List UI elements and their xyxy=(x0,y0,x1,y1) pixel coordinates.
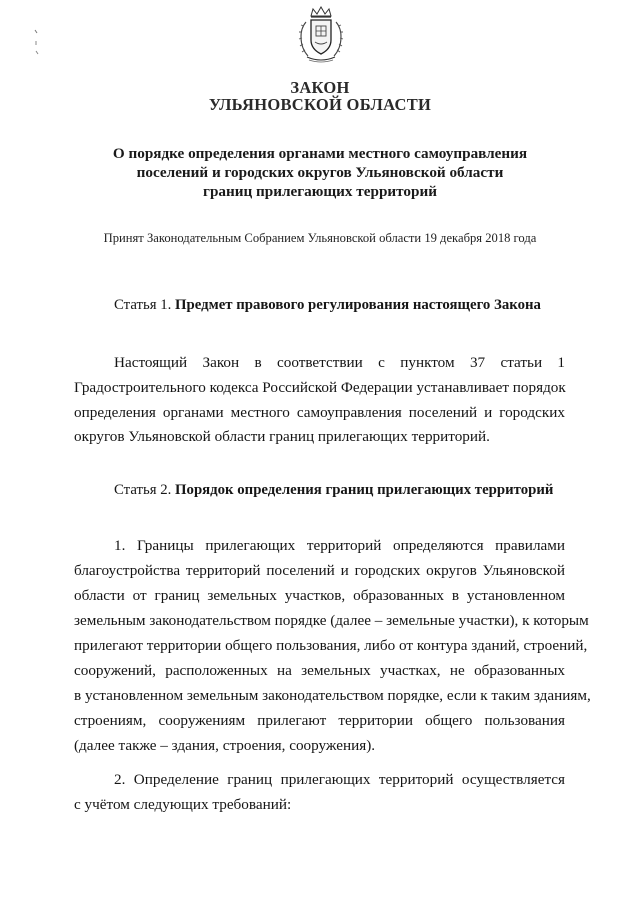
paragraph-line: прилегают территории общего пользования, либо от контура зданий, строений, xyxy=(74,637,588,654)
article-1-label: Статья 1. xyxy=(114,297,172,313)
paragraph-line: округов Ульяновской области границ прилегающих территорий. xyxy=(74,428,490,445)
paragraph-line: Настоящий Закон в соответствии с пунктом 37 статьи 1 xyxy=(114,354,565,371)
paragraph-line: сооружений, расположенных на земельных участках, не образованных xyxy=(74,662,565,679)
adoption-note: Принят Законодательным Собранием Ульяновской области 19 декабря 2018 года xyxy=(103,231,537,245)
paragraph-line: с учётом следующих требований: xyxy=(74,796,292,813)
region-heading: УЛЬЯНОВСКОЙ ОБЛАСТИ xyxy=(208,95,432,114)
article-1-heading xyxy=(114,297,541,314)
law-title-line: О порядке определения органами местного самоуправления xyxy=(112,145,528,162)
margin-marks xyxy=(34,28,42,58)
paragraph-line: Градостроительного кодекса Российской Федерации устанавливает порядок xyxy=(74,379,566,396)
paragraph-line: благоустройства территорий поселений и городских округов Ульяновской xyxy=(74,562,565,579)
law-heading: ЗАКОН xyxy=(290,78,350,97)
article-2-title: Порядок определения границ прилегающих территорий xyxy=(175,482,554,498)
paragraph-line: строениям, сооружениям прилегают территории общего пользования xyxy=(74,712,565,729)
paragraph-line: 2. Определение границ прилегающих территорий осуществляется xyxy=(114,771,565,788)
paragraph-line: определения органами местного самоуправления поселений и городских xyxy=(74,404,565,421)
article-1-title: Предмет правового регулирования настоящего Закона xyxy=(175,297,541,313)
law-title-line: поселений и городских округов Ульяновской области xyxy=(136,164,504,181)
paragraph-line: области от границ земельных участков, образованных в установленном xyxy=(74,587,565,604)
article-2-label: Статья 2. xyxy=(114,482,172,498)
law-title-line: границ прилегающих территорий xyxy=(203,183,437,200)
article-2-heading xyxy=(114,482,553,499)
paragraph-line: в установленном земельным законодательством порядке, если к таким зданиям, xyxy=(74,687,591,704)
paragraph-line: 1. Границы прилегающих территорий определяются правилами xyxy=(114,537,565,554)
paragraph-line: (далее также – здания, строения, сооружения). xyxy=(74,737,376,754)
paragraph-line: земельным законодательством порядке (далее – земельные участки), к которым xyxy=(74,612,589,629)
coat-of-arms-icon xyxy=(296,6,346,64)
